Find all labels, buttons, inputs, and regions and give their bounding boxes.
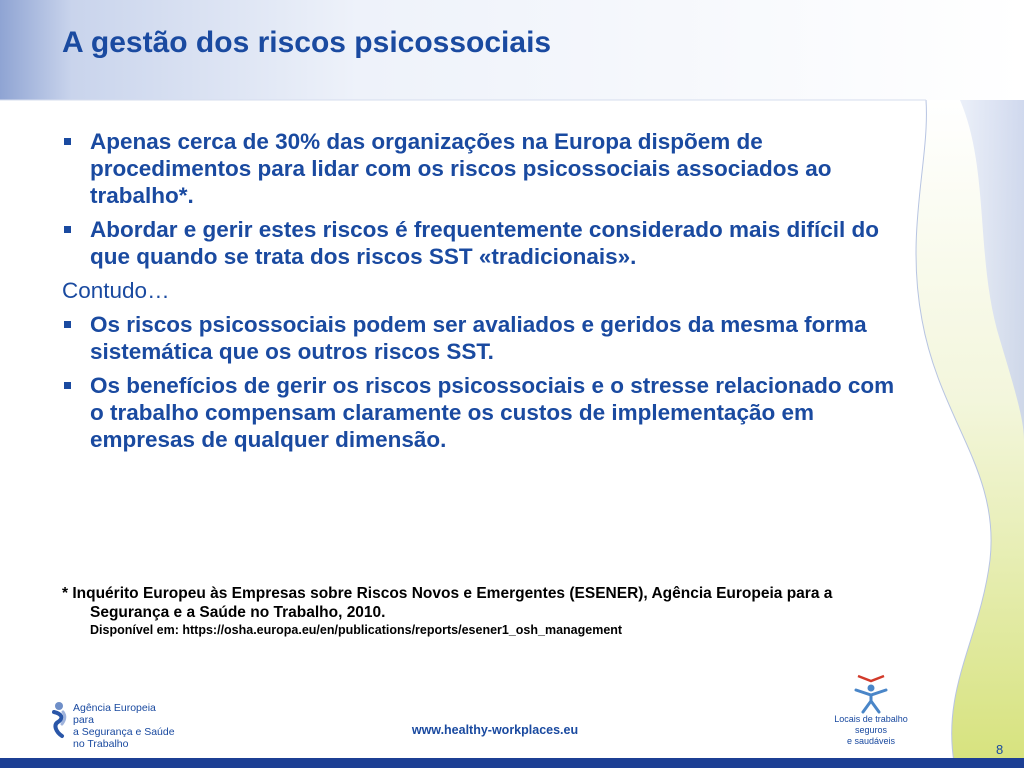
bullet-square-icon (64, 226, 71, 233)
healthy-workplaces-line: Locais de trabalho seguros (834, 714, 908, 735)
website-link[interactable]: www.healthy-workplaces.eu (411, 723, 579, 737)
page-number: 8 (996, 742, 1004, 757)
bullet-square-icon (64, 138, 71, 145)
footer-bar (0, 758, 1024, 768)
bullet-item (62, 216, 902, 270)
contudo-text: Contudo… (62, 278, 170, 303)
bullet-item (62, 311, 902, 365)
footnote-source: * Inquérito Europeu às Empresas sobre Riscos Novos e Emergentes (ESENER), Agência Europeia para a Segurança e a Saúde no Trabalho, 2010. (62, 585, 833, 621)
agency-logo-line: no Trabalho (73, 738, 129, 750)
bullet-item (62, 128, 902, 209)
agency-logo-icon (48, 700, 72, 740)
footnote (62, 584, 882, 639)
bullet-square-icon (64, 321, 71, 328)
healthy-workplaces-logo-icon (844, 670, 898, 714)
bullet-text: Abordar e gerir estes riscos é frequentemente considerado mais difícil do que quando se trata dos riscos SST «tradicionais». (90, 217, 879, 269)
agency-logo-line: a Segurança e Saúde (73, 726, 175, 738)
bullet-text: Os riscos psicossociais podem ser avaliados e geridos da mesma forma sistemática que os outros riscos SST. (90, 312, 867, 364)
slide-title: A gestão dos riscos psicossociais (62, 26, 552, 59)
healthy-workplaces-line: e saudáveis (846, 736, 896, 746)
agency-logo[interactable] (48, 700, 178, 750)
agency-logo-line: Agência Europeia para (73, 702, 156, 726)
slide-body (62, 128, 902, 460)
healthy-workplaces-logo[interactable] (826, 670, 916, 746)
bullet-text: Apenas cerca de 30% das organizações na Europa dispõem de procedimentos para lidar com os riscos psicossociais associados ao trabalho*. (90, 129, 832, 208)
bullet-item (62, 372, 902, 453)
bullet-square-icon (64, 382, 71, 389)
bullet-text: Os benefícios de gerir os riscos psicossociais e o stresse relacionado com o trabalho compensam claramente os custos de implementação em empresas de qualquer dimensão. (90, 373, 895, 452)
footnote-link[interactable]: Disponível em: https://osha.europa.eu/en/publications/reports/esener1_osh_management (90, 623, 623, 637)
